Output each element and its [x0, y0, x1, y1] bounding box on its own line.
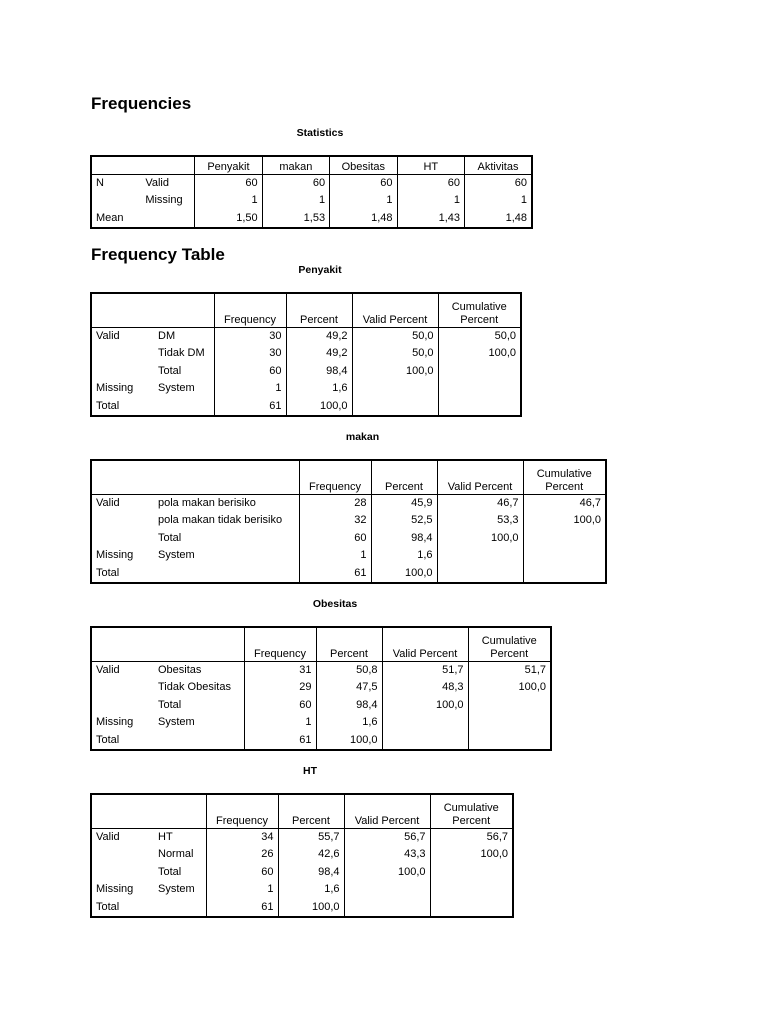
percent-cell: 49,2: [286, 345, 352, 363]
valid-percent-cell: 56,7: [344, 828, 430, 846]
frequency-header-corner: [91, 627, 244, 661]
percent-cell: 50,8: [316, 661, 382, 679]
percent-cell: 47,5: [316, 679, 382, 697]
statistics-cell: 1: [330, 192, 397, 210]
cumulative-line-2: Percent: [545, 480, 584, 493]
row-category-label: System: [158, 549, 195, 561]
frequencies-heading: Frequencies: [91, 94, 192, 113]
percent-cell: 55,7: [278, 828, 344, 846]
cumulative-line-2: Percent: [460, 313, 499, 326]
frequency-row: [91, 732, 551, 751]
frequency-table: [90, 793, 514, 918]
frequency-row: [91, 661, 551, 679]
freq-header-valid-percent: Valid Percent: [352, 293, 438, 327]
frequency-cell: 61: [214, 398, 286, 417]
row-group-label: Total: [96, 900, 120, 913]
statistics-cell: 60: [195, 174, 262, 192]
freq-header-percent: Percent: [316, 627, 382, 661]
cumulative-percent-cell: [523, 547, 606, 565]
percent-cell: 1,6: [371, 547, 437, 565]
cumulative-percent-cell: 100,0: [430, 846, 513, 864]
frequency-cell: 60: [244, 697, 316, 715]
cumulative-percent-cell: 100,0: [468, 679, 551, 697]
row-category-label: pola makan tidak berisiko: [158, 514, 283, 526]
percent-cell: 100,0: [278, 899, 344, 918]
cumulative-percent-cell: [438, 363, 521, 381]
frequency-row: [91, 846, 513, 864]
row-category-label: HT: [158, 830, 173, 843]
statistics-cell: 1: [195, 192, 262, 210]
frequency-cell: 30: [214, 327, 286, 345]
row-group-label: [91, 345, 154, 363]
statistics-cell: 60: [465, 174, 533, 192]
frequency-row: [91, 565, 606, 584]
frequency-row: [91, 327, 521, 345]
statistics-cell: 1,50: [195, 210, 262, 229]
frequency-row: [91, 363, 521, 381]
statistics-cell: 1,48: [330, 210, 397, 229]
percent-cell: 100,0: [286, 398, 352, 417]
valid-percent-cell: 53,3: [437, 512, 523, 530]
freq-header-cumulative-percent: [430, 794, 513, 828]
valid-percent-cell: 100,0: [352, 363, 438, 381]
statistics-cell: 1,53: [262, 210, 329, 229]
cumulative-percent-cell: [523, 565, 606, 584]
freq-header-frequency: Frequency: [244, 627, 316, 661]
row-group-label: [91, 679, 154, 697]
cumulative-percent-cell: 50,0: [438, 327, 521, 345]
valid-percent-cell: [382, 732, 468, 751]
valid-percent-cell: [352, 380, 438, 398]
freq-header-frequency: Frequency: [214, 293, 286, 327]
statistics-cell: 1: [262, 192, 329, 210]
row-group-label: Missing: [96, 549, 134, 561]
frequency-row: [91, 714, 551, 732]
frequency-cell: 61: [206, 899, 278, 918]
row-category-label: Total: [158, 364, 182, 377]
row-category-label: DM: [158, 329, 176, 342]
statistics-cell: 60: [330, 174, 397, 192]
valid-percent-cell: 51,7: [382, 661, 468, 679]
row-group-label: Valid: [96, 496, 120, 509]
percent-cell: 45,9: [371, 494, 437, 512]
cumulative-percent-cell: 46,7: [523, 494, 606, 512]
percent-cell: 100,0: [371, 565, 437, 584]
row-group-label: Valid: [96, 830, 120, 843]
row-sub-label: [141, 210, 194, 229]
frequency-row: [91, 547, 606, 565]
row-group-label: Total: [96, 566, 120, 579]
frequency-cell: 32: [299, 512, 371, 530]
freq-header-percent: Percent: [286, 293, 352, 327]
statistics-table: [90, 155, 533, 229]
freq-header-valid-percent: Valid Percent: [437, 460, 523, 494]
frequency-table-caption: Obesitas: [312, 598, 358, 610]
cumulative-percent-cell: 51,7: [468, 661, 551, 679]
row-category-label: [154, 899, 206, 918]
cumulative-percent-cell: [523, 530, 606, 548]
frequency-cell: 1: [244, 714, 316, 732]
row-group-label: Valid: [96, 329, 120, 342]
statistics-cell: 1,43: [397, 210, 464, 229]
frequency-table-caption: Penyakit: [298, 264, 342, 276]
row-category-label: [154, 732, 244, 751]
frequency-row: [91, 530, 606, 548]
statistics-cell: 1,48: [465, 210, 533, 229]
statistics-row: [91, 210, 532, 229]
valid-percent-cell: 100,0: [437, 530, 523, 548]
frequency-row: [91, 697, 551, 715]
frequency-cell: 26: [206, 846, 278, 864]
freq-header-valid-percent: Valid Percent: [382, 627, 468, 661]
frequency-table-heading: Frequency Table: [91, 245, 225, 264]
percent-cell: 49,2: [286, 327, 352, 345]
percent-cell: 98,4: [316, 697, 382, 715]
frequency-row: [91, 899, 513, 918]
frequency-cell: 1: [214, 380, 286, 398]
frequency-row: [91, 398, 521, 417]
statistics-col-header: Aktivitas: [465, 156, 533, 174]
frequency-cell: 61: [299, 565, 371, 584]
row-category-label: Total: [158, 531, 182, 544]
valid-percent-cell: [344, 899, 430, 918]
freq-header-valid-percent: Valid Percent: [344, 794, 430, 828]
row-category-label: pola makan berisiko: [158, 496, 256, 509]
cumulative-line-1: Cumulative: [481, 634, 537, 647]
frequency-cell: 31: [244, 661, 316, 679]
frequency-row: [91, 512, 606, 530]
cumulative-percent-cell: 100,0: [438, 345, 521, 363]
row-group-label: [91, 192, 141, 210]
statistics-row: [91, 192, 532, 210]
frequency-table-caption: makan: [345, 431, 380, 443]
row-category-label: Total: [158, 698, 182, 711]
frequency-row: [91, 494, 606, 512]
row-category-label: [154, 398, 214, 417]
cumulative-percent-cell: [430, 899, 513, 918]
frequency-cell: 61: [244, 732, 316, 751]
statistics-cell: 1: [397, 192, 464, 210]
valid-percent-cell: 100,0: [344, 864, 430, 882]
statistics-col-header: Penyakit: [195, 156, 262, 174]
valid-percent-cell: [437, 547, 523, 565]
frequency-cell: 30: [214, 345, 286, 363]
row-group-label: Missing: [96, 883, 134, 895]
frequency-header-corner: [91, 293, 214, 327]
frequency-header-corner: [91, 794, 206, 828]
valid-percent-cell: 100,0: [382, 697, 468, 715]
row-group-label: [91, 846, 154, 864]
percent-cell: 1,6: [278, 881, 344, 899]
cumulative-line-1: Cumulative: [443, 801, 499, 814]
frequency-cell: 29: [244, 679, 316, 697]
valid-percent-cell: 50,0: [352, 345, 438, 363]
row-group-label: Valid: [96, 663, 120, 676]
frequency-cell: 34: [206, 828, 278, 846]
row-category-label: System: [158, 382, 195, 394]
row-group-label: Total: [96, 399, 120, 412]
valid-percent-cell: [352, 398, 438, 417]
cumulative-line-1: Cumulative: [536, 467, 592, 480]
valid-percent-cell: 50,0: [352, 327, 438, 345]
row-group-label: [91, 864, 154, 882]
statistics-col-header: HT: [397, 156, 464, 174]
valid-percent-cell: 46,7: [437, 494, 523, 512]
statistics-cell: 60: [262, 174, 329, 192]
valid-percent-cell: 48,3: [382, 679, 468, 697]
row-group-label: Missing: [96, 716, 134, 728]
frequency-row: [91, 828, 513, 846]
frequency-cell: 1: [299, 547, 371, 565]
row-group-label: [91, 530, 154, 548]
frequency-cell: 60: [214, 363, 286, 381]
row-category-label: System: [158, 716, 195, 728]
frequency-row: [91, 881, 513, 899]
row-group-label: Mean: [96, 211, 124, 224]
freq-header-percent: Percent: [371, 460, 437, 494]
row-category-label: Total: [158, 865, 182, 878]
percent-cell: 98,4: [371, 530, 437, 548]
row-category-label: [154, 565, 299, 584]
row-category-label: System: [158, 883, 195, 895]
frequency-cell: 1: [206, 881, 278, 899]
frequency-row: [91, 380, 521, 398]
statistics-header-corner: [91, 156, 195, 174]
cumulative-line-1: Cumulative: [451, 300, 507, 313]
cumulative-percent-cell: [430, 864, 513, 882]
cumulative-percent-cell: 100,0: [523, 512, 606, 530]
frequency-table: [90, 459, 607, 584]
valid-percent-cell: [344, 881, 430, 899]
row-category-label: Tidak DM: [158, 347, 205, 359]
row-category-label: Normal: [158, 848, 194, 860]
frequency-cell: 60: [206, 864, 278, 882]
freq-header-percent: Percent: [278, 794, 344, 828]
frequency-row: [91, 679, 551, 697]
percent-cell: 100,0: [316, 732, 382, 751]
row-group-label: [91, 512, 154, 530]
freq-header-cumulative-percent: [523, 460, 606, 494]
percent-cell: 1,6: [286, 380, 352, 398]
cumulative-line-2: Percent: [452, 814, 491, 827]
cumulative-percent-cell: [438, 398, 521, 417]
row-sub-label: Valid: [145, 176, 169, 189]
row-sub-label: Missing: [145, 194, 183, 206]
cumulative-percent-cell: [468, 714, 551, 732]
row-group-label: [91, 363, 154, 381]
cumulative-percent-cell: [468, 732, 551, 751]
freq-header-frequency: Frequency: [299, 460, 371, 494]
valid-percent-cell: 43,3: [344, 846, 430, 864]
frequency-header-corner: [91, 460, 299, 494]
statistics-col-header: makan: [262, 156, 329, 174]
frequency-cell: 28: [299, 494, 371, 512]
cumulative-percent-cell: 56,7: [430, 828, 513, 846]
percent-cell: 42,6: [278, 846, 344, 864]
cumulative-percent-cell: [468, 697, 551, 715]
statistics-cell: 60: [397, 174, 464, 192]
freq-header-cumulative-percent: [438, 293, 521, 327]
percent-cell: 52,5: [371, 512, 437, 530]
frequency-cell: 60: [299, 530, 371, 548]
frequency-row: [91, 864, 513, 882]
row-group-label: N: [96, 176, 104, 189]
row-category-label: Obesitas: [158, 663, 202, 676]
frequency-row: [91, 345, 521, 363]
row-group-label: Missing: [96, 382, 134, 394]
freq-header-cumulative-percent: [468, 627, 551, 661]
frequency-table: [90, 626, 552, 751]
freq-header-frequency: Frequency: [206, 794, 278, 828]
row-group-label: [91, 697, 154, 715]
cumulative-percent-cell: [430, 881, 513, 899]
frequency-table-caption: HT: [303, 765, 317, 777]
frequency-table: [90, 292, 522, 417]
valid-percent-cell: [382, 714, 468, 732]
percent-cell: 98,4: [278, 864, 344, 882]
percent-cell: 98,4: [286, 363, 352, 381]
valid-percent-cell: [437, 565, 523, 584]
percent-cell: 1,6: [316, 714, 382, 732]
row-category-label: Tidak Obesitas: [158, 681, 231, 693]
statistics-col-header: Obesitas: [330, 156, 397, 174]
statistics-cell: 1: [465, 192, 533, 210]
statistics-row: [91, 174, 532, 192]
cumulative-percent-cell: [438, 380, 521, 398]
cumulative-line-2: Percent: [490, 647, 529, 660]
row-group-label: Total: [96, 733, 120, 746]
statistics-caption: Statistics: [296, 127, 344, 139]
